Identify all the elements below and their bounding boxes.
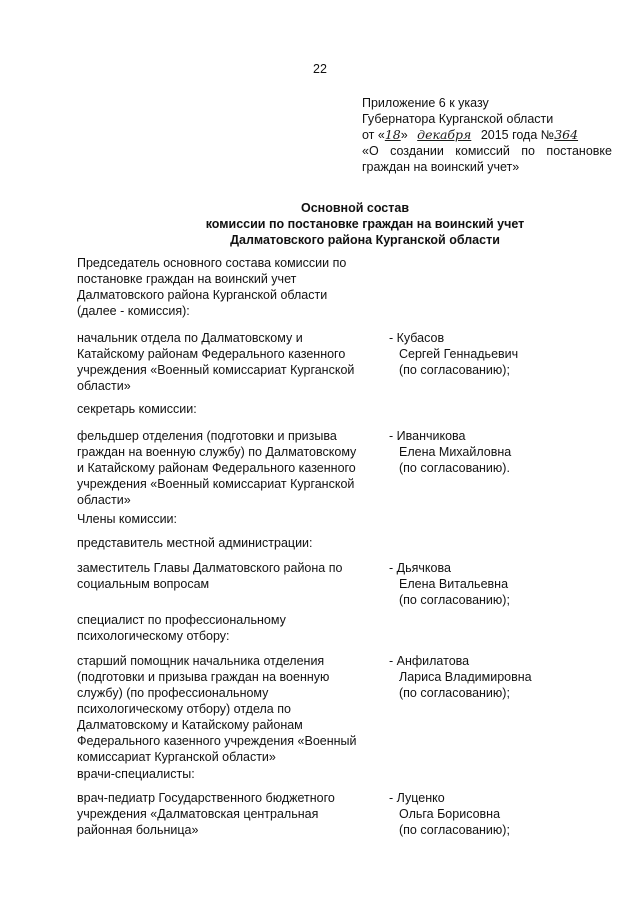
appendix-subject: граждан на воинский учет» xyxy=(362,160,520,174)
doctors-heading: врачи-специалисты: xyxy=(77,767,195,781)
title-line: Основной состав xyxy=(300,201,410,215)
local-admin-heading: представитель местной администрации: xyxy=(77,536,313,550)
secretary-position xyxy=(77,428,377,508)
date-year: 2015 года № xyxy=(480,128,555,142)
text-line: Катайскому районам Федерального казенного xyxy=(77,347,346,361)
page-number: 22 xyxy=(313,62,327,76)
person-note: (по согласованию); xyxy=(399,593,510,607)
appendix-subject: «О создании комиссий по постановке xyxy=(362,144,612,158)
secretary-heading: секретарь комиссии: xyxy=(77,402,197,416)
person-name: Сергей Геннадьевич xyxy=(399,347,519,361)
text-line: службу) (по профессиональному xyxy=(77,686,269,700)
person-note: (по согласованию); xyxy=(399,686,510,700)
text-line: социальным вопросам xyxy=(77,577,210,591)
person-note: (по согласованию); xyxy=(399,823,510,837)
text-line: комиссариат Курганской области» xyxy=(77,750,276,764)
members-heading: Члены комиссии: xyxy=(77,512,178,526)
handwritten-month: декабря xyxy=(417,127,472,142)
text-line: фельдшер отделения (подготовки и призыва xyxy=(77,429,337,443)
psych-heading xyxy=(77,612,377,644)
text-line: (далее - комиссия): xyxy=(77,304,190,318)
text-line: учреждения «Военный комиссариат Курганской xyxy=(77,363,355,377)
text-line: граждан на военную службу) по Далматовскому xyxy=(77,445,357,459)
chair-name xyxy=(389,330,589,378)
title-line: комиссии по постановке граждан на воинский учет xyxy=(205,217,525,231)
person-note: (по согласованию); xyxy=(399,363,510,377)
person-surname: - Луценко xyxy=(389,791,445,805)
pediatrician-position xyxy=(77,790,377,838)
person-name: Елена Михайловна xyxy=(399,445,512,459)
person-name: Лариса Владимировна xyxy=(399,670,532,684)
date-prefix: от « xyxy=(362,128,385,142)
handwritten-day: 18 xyxy=(384,127,401,142)
text-line: психологическому отбору: xyxy=(77,629,230,643)
person-surname: - Дьячкова xyxy=(389,561,451,575)
text-line: начальник отдела по Далматовскому и xyxy=(77,331,303,345)
deputy-name xyxy=(389,560,589,608)
secretary-name xyxy=(389,428,589,476)
chair-position xyxy=(77,330,377,394)
text-line: Председатель основного состава комиссии по xyxy=(77,256,347,270)
text-line: области» xyxy=(77,379,131,393)
title-line: Далматовского района Курганской области xyxy=(230,233,500,247)
date-mid: » xyxy=(400,128,408,142)
appendix-header xyxy=(362,95,612,175)
text-line: учреждения «Далматовская центральная xyxy=(77,807,319,821)
text-line: учреждения «Военный комиссариат Курганской xyxy=(77,477,355,491)
appendix-line: Приложение 6 к указу xyxy=(362,96,489,110)
handwritten-number: 364 xyxy=(554,127,579,142)
person-surname: - Кубасов xyxy=(389,331,445,345)
text-line: старший помощник начальника отделения xyxy=(77,654,325,668)
senior-assistant-position xyxy=(77,653,377,765)
text-line: заместитель Главы Далматовского района по xyxy=(77,561,343,575)
text-line: районная больница» xyxy=(77,823,199,837)
chair-heading xyxy=(77,255,377,319)
text-line: психологическому отбору) отдела по xyxy=(77,702,291,716)
person-surname: - Анфилатова xyxy=(389,654,470,668)
senior-assistant-name xyxy=(389,653,589,701)
text-line: постановке граждан на воинский учет xyxy=(77,272,297,286)
text-line: Далматовскому и Катайскому районам xyxy=(77,718,303,732)
text-line: и Катайскому районам Федерального казенного xyxy=(77,461,356,475)
person-note: (по согласованию). xyxy=(399,461,510,475)
text-line: специалист по профессиональному xyxy=(77,613,286,627)
text-line: врач-педиатр Государственного бюджетного xyxy=(77,791,335,805)
appendix-date-line xyxy=(362,127,612,143)
deputy-position xyxy=(77,560,377,592)
text-line: (подготовки и призыва граждан на военную xyxy=(77,670,330,684)
person-name: Ольга Борисовна xyxy=(399,807,501,821)
text-line: области» xyxy=(77,493,131,507)
person-name: Елена Витальевна xyxy=(399,577,509,591)
text-line: Федерального казенного учреждения «Военный xyxy=(77,734,357,748)
document-title xyxy=(0,200,640,248)
person-surname: - Иванчикова xyxy=(389,429,466,443)
pediatrician-name xyxy=(389,790,589,838)
text-line: Далматовского района Курганской области xyxy=(77,288,328,302)
appendix-line: Губернатора Курганской области xyxy=(362,112,554,126)
